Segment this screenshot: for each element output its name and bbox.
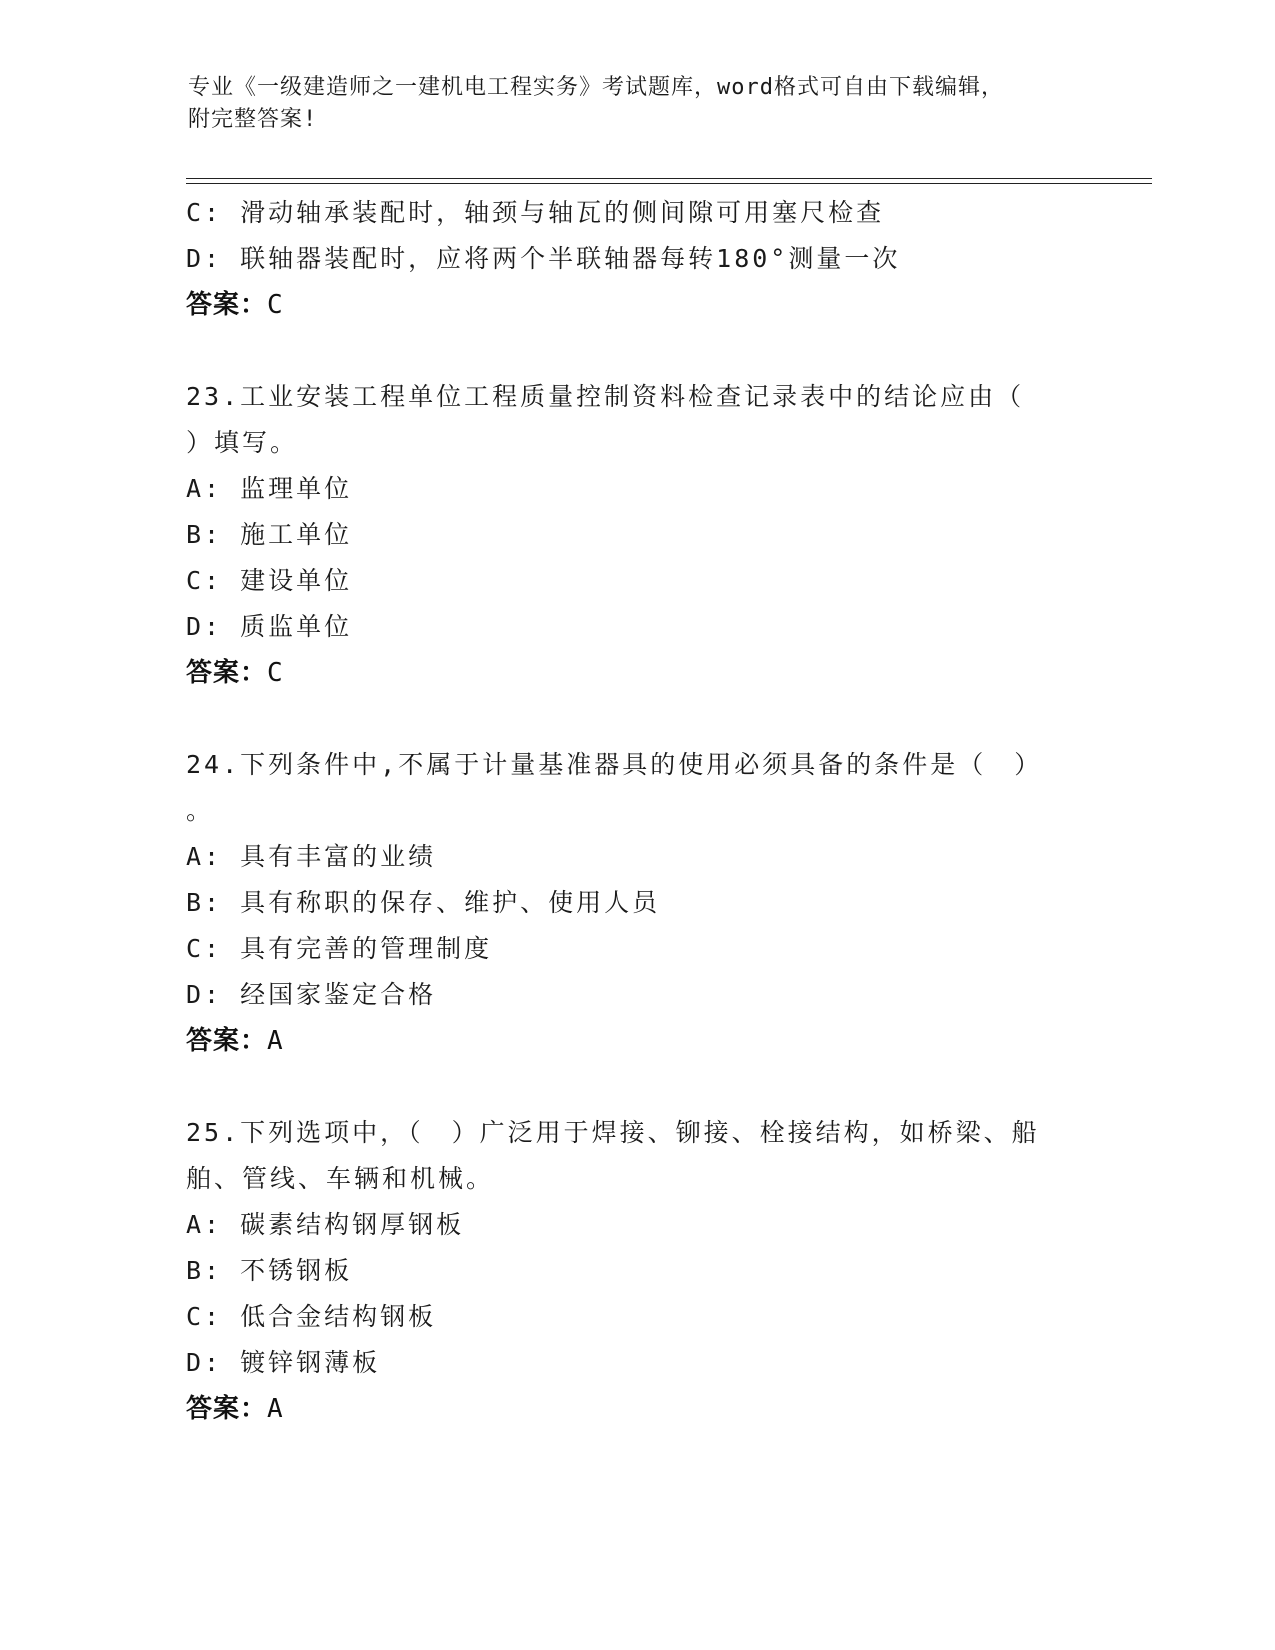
option-c: C: 低合金结构钢板 (186, 1302, 437, 1331)
question-25 (186, 1110, 1086, 1432)
answer-label: 答案： (186, 1394, 268, 1424)
question-list (186, 190, 1086, 1432)
option-b: B: 施工单位 (186, 520, 353, 549)
option-c: C: 具有完善的管理制度 (186, 934, 493, 963)
question-22-continued (186, 190, 1086, 328)
answer-value: C (267, 290, 284, 320)
option-a: A: 具有丰富的业绩 (186, 842, 437, 871)
answer (186, 1386, 1086, 1432)
question-stem-line-2: 舶、管线、车辆和机械。 (186, 1164, 495, 1193)
answer-value: C (267, 658, 284, 688)
option-b: B: 不锈钢板 (186, 1256, 353, 1285)
option-c: C: 滑动轴承装配时，轴颈与轴瓦的侧间隙可用塞尺检查 (186, 198, 885, 227)
option-c: C: 建设单位 (186, 566, 353, 595)
question-stem-line-1: 25.下列选项中，（ ）广泛用于焊接、铆接、栓接结构，如桥梁、船 (186, 1118, 1040, 1147)
header-rule-bottom (186, 183, 1152, 184)
spacer (186, 328, 1086, 374)
answer-label: 答案： (186, 290, 268, 320)
question-stem-line-1: 24.下列条件中,不属于计量基准器具的使用必须具备的条件是（ ） (186, 750, 1043, 779)
answer-label: 答案： (186, 658, 268, 688)
option-d: D: 镀锌钢薄板 (186, 1348, 381, 1377)
question-stem-line-2: ）填写。 (186, 428, 299, 457)
header-rule-top (186, 178, 1152, 179)
header-line-1: 专业《一级建造师之一建机电工程实务》考试题库，word格式可自由下载编辑， (188, 75, 1004, 100)
question-stem-line-2: 。 (186, 796, 215, 825)
answer (186, 282, 1086, 328)
option-d: D: 质监单位 (186, 612, 353, 641)
option-a: A: 监理单位 (186, 474, 353, 503)
answer-value: A (267, 1026, 284, 1056)
answer (186, 1018, 1086, 1064)
question-23 (186, 374, 1086, 696)
page-header (188, 72, 1068, 136)
question-24 (186, 742, 1086, 1064)
option-b: B: 具有称职的保存、维护、使用人员 (186, 888, 661, 917)
option-d: D: 经国家鉴定合格 (186, 980, 437, 1009)
option-a: A: 碳素结构钢厚钢板 (186, 1210, 465, 1239)
spacer (186, 696, 1086, 742)
answer (186, 650, 1086, 696)
question-stem-line-1: 23.工业安装工程单位工程质量控制资料检查记录表中的结论应由（ (186, 382, 1025, 411)
answer-label: 答案： (186, 1026, 268, 1056)
option-d: D: 联轴器装配时，应将两个半联轴器每转180°测量一次 (186, 244, 901, 273)
answer-value: A (267, 1394, 284, 1424)
header-line-2: 附完整答案! (188, 107, 318, 132)
spacer (186, 1064, 1086, 1110)
